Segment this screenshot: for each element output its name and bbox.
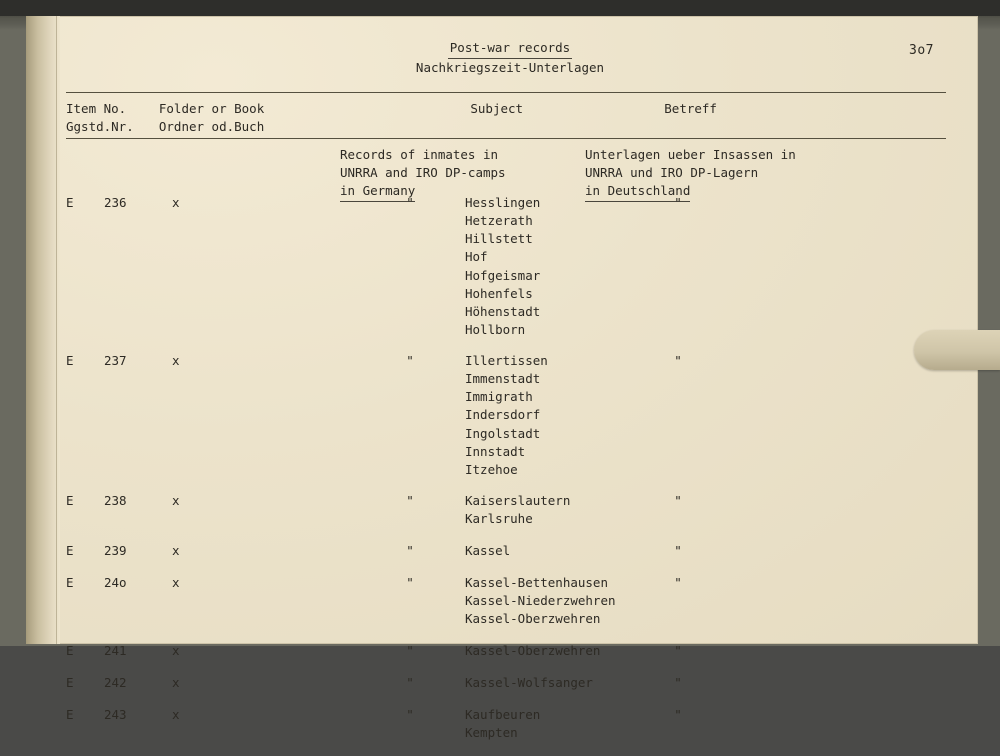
row-subject-entry: Kassel-Niederzwehren	[465, 593, 616, 609]
row-folder-mark: x	[172, 575, 180, 590]
column-headers	[60, 100, 950, 136]
row-subject-entry: Innstadt	[465, 443, 526, 459]
column-header-item-no-de: Ggstd.Nr.	[66, 119, 134, 135]
row-subject-entry: Kassel-Bettenhausen	[465, 575, 608, 590]
table-row	[60, 642, 950, 660]
row-subject-entry: Kempten	[465, 725, 518, 741]
section-heading-betreff-line-1: Unterlagen ueber Insassen in	[585, 147, 796, 162]
column-header-betreff: Betreff	[664, 101, 717, 116]
row-item-number: 239	[104, 543, 127, 558]
row-subject-entry: Kaiserslautern	[465, 493, 571, 508]
row-subject-ditto: "	[406, 543, 414, 558]
row-prefix: E	[66, 353, 74, 368]
row-betreff-ditto: "	[674, 353, 682, 368]
scan-top-edge	[0, 0, 1000, 16]
row-subject-ditto: "	[406, 195, 414, 210]
column-header-folder-en: Folder or Book	[158, 101, 265, 116]
row-subject-list	[465, 492, 735, 528]
row-subject-entry: Kassel-Oberzwehren	[465, 643, 601, 658]
row-prefix: E	[66, 643, 74, 658]
table-row	[60, 574, 950, 628]
row-subject-entry: Kassel-Wolfsanger	[465, 675, 593, 690]
document-content	[60, 16, 960, 741]
row-subject-entry: Illertissen	[465, 353, 548, 368]
row-item-number: 241	[104, 643, 127, 658]
row-subject-list	[465, 574, 735, 628]
row-subject-ditto: "	[406, 707, 414, 722]
section-heading-subject-line-2: UNRRA and IRO DP-camps	[340, 165, 506, 181]
header-rule-bottom	[66, 138, 946, 139]
book-binding-shadow	[26, 16, 60, 644]
row-subject-list	[465, 352, 735, 479]
row-subject-entry: Indersdorf	[465, 407, 541, 423]
row-folder-mark: x	[172, 643, 180, 658]
column-header-row	[60, 100, 950, 136]
row-subject-list	[465, 674, 735, 692]
row-subject-entry: Hollborn	[465, 321, 526, 337]
row-prefix: E	[66, 493, 74, 508]
section-heading-subject-underlined: in Germany	[340, 182, 415, 202]
row-subject-entry: Immigrath	[465, 389, 533, 405]
row-folder-mark: x	[172, 353, 180, 368]
column-header-folder-de: Ordner od.Buch	[158, 119, 265, 135]
row-subject-ditto: "	[406, 493, 414, 508]
row-subject-ditto: "	[406, 575, 414, 590]
row-subject-list	[465, 194, 735, 339]
page-title-german: Nachkriegszeit-Unterlagen	[415, 59, 605, 75]
table-row	[60, 542, 950, 560]
row-item-number: 242	[104, 675, 127, 690]
row-item-number: 236	[104, 195, 127, 210]
page-title	[60, 40, 960, 77]
row-subject-ditto: "	[406, 353, 414, 368]
row-betreff-ditto: "	[674, 543, 682, 558]
row-subject-entry: Ingolstadt	[465, 425, 541, 441]
row-subject-list	[465, 542, 735, 560]
column-header-folder	[159, 100, 329, 136]
row-betreff-ditto: "	[674, 195, 682, 210]
column-header-item-no-en: Item No.	[66, 101, 127, 116]
row-prefix: E	[66, 675, 74, 690]
row-subject-entry: Kassel-Oberzwehren	[465, 611, 601, 627]
row-folder-mark: x	[172, 543, 180, 558]
row-betreff-ditto: "	[674, 675, 682, 690]
row-prefix: E	[66, 195, 74, 210]
row-subject-entry: Karlsruhe	[465, 511, 533, 527]
row-subject-entry: Itzehoe	[465, 461, 518, 477]
row-folder-mark: x	[172, 493, 180, 508]
row-prefix: E	[66, 707, 74, 722]
row-subject-entry: Immenstadt	[465, 371, 541, 387]
table-row	[60, 674, 950, 692]
row-subject-entry: Hohenfels	[465, 285, 533, 301]
row-subject-list	[465, 706, 735, 742]
row-subject-entry: Hesslingen	[465, 195, 541, 210]
row-subject-ditto: "	[406, 675, 414, 690]
row-prefix: E	[66, 575, 74, 590]
row-item-number: 243	[104, 707, 127, 722]
row-prefix: E	[66, 543, 74, 558]
row-subject-ditto: "	[406, 643, 414, 658]
row-folder-mark: x	[172, 195, 180, 210]
row-item-number: 24o	[104, 575, 127, 590]
section-heading-betreff-underlined: in Deutschland	[585, 182, 690, 202]
binding-fold-line	[56, 16, 57, 644]
row-item-number: 238	[104, 493, 127, 508]
section-heading-subject-line-1: Records of inmates in	[340, 147, 499, 162]
records-list	[60, 194, 950, 756]
column-header-item-no	[60, 100, 159, 136]
row-betreff-ditto: "	[674, 643, 682, 658]
page-number: 3o7	[909, 43, 934, 58]
header-rule-top	[66, 92, 946, 93]
row-subject-entry: Hof	[465, 249, 488, 265]
row-betreff-ditto: "	[674, 493, 682, 508]
row-subject-entry: Hetzerath	[465, 213, 533, 229]
row-betreff-ditto: "	[674, 707, 682, 722]
column-header-subject: Subject	[470, 101, 524, 116]
table-row	[60, 352, 950, 478]
table-row	[60, 492, 950, 528]
section-heading-betreff-line-2: UNRRA und IRO DP-Lagern	[585, 165, 759, 181]
row-subject-entry: Kaufbeuren	[465, 707, 541, 722]
row-subject-entry: Hofgeismar	[465, 267, 541, 283]
page-title-english: Post-war records	[448, 40, 572, 59]
row-item-number: 237	[104, 353, 127, 368]
row-subject-entry: Kassel	[465, 543, 511, 558]
row-subject-entry: Hillstett	[465, 231, 533, 247]
row-subject-entry: Höhenstadt	[465, 303, 541, 319]
table-row	[60, 706, 950, 742]
table-row	[60, 194, 950, 338]
row-folder-mark: x	[172, 707, 180, 722]
row-betreff-ditto: "	[674, 575, 682, 590]
row-subject-list	[465, 642, 735, 660]
row-folder-mark: x	[172, 675, 180, 690]
